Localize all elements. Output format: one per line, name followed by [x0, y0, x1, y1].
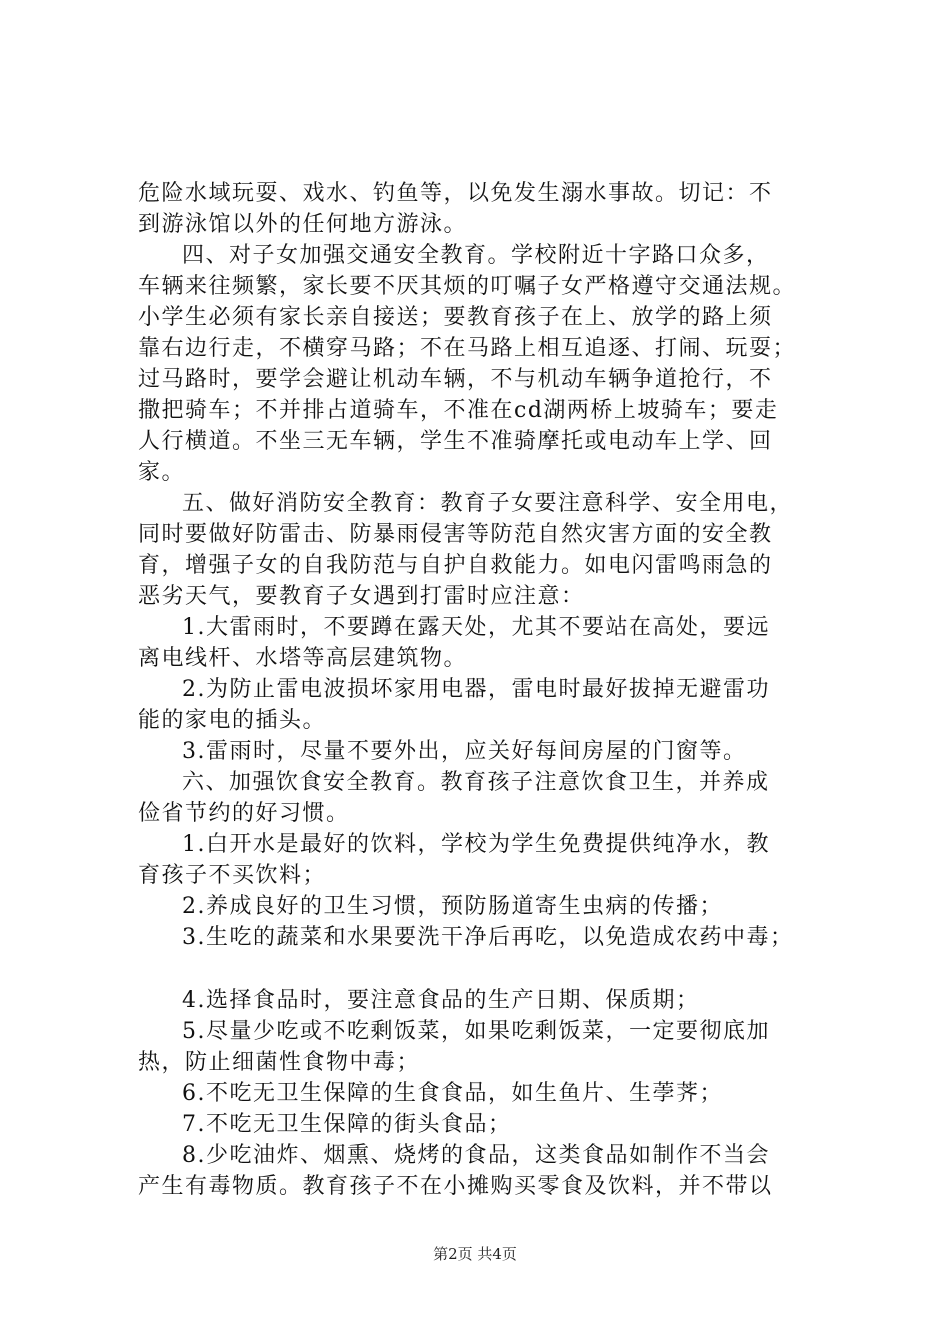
text-line: 1.大雷雨时，不要蹲在露天处，尤其不要站在高处，要远 [182, 615, 770, 640]
text-line: 热，防止细菌性食物中毒； [138, 1050, 421, 1075]
blank-line [138, 953, 838, 985]
text-line: 撒把骑车；不并排占道骑车，不准在cd湖两桥上坡骑车；要走 [138, 398, 779, 423]
text-line: 3.生吃的蔬菜和水果要洗干净后再吃，以免造成农药中毒； [182, 925, 794, 950]
text-line: 能的家电的插头。 [138, 708, 327, 733]
text-line: 靠右边行走，不横穿马路；不在马路上相互追逐、打闹、玩耍； [138, 336, 797, 361]
text-line: 过马路时，要学会避让机动车辆，不与机动车辆争道抢行，不 [138, 367, 773, 392]
text-line: 5.尽量少吃或不吃剩饭菜，如果吃剩饭菜，一定要彻底加 [182, 1019, 770, 1044]
text-line: 家。 [138, 460, 186, 485]
text-line: 车辆来往频繁，家长要不厌其烦的叮嘱子女严格遵守交通法规。 [138, 274, 797, 299]
body-text [138, 178, 838, 1202]
text-line: 恶劣天气，要教育子女遇到打雷时应注意： [138, 584, 585, 609]
text-line: 3.雷雨时，尽量不要外出，应关好每间房屋的门窗等。 [182, 739, 747, 764]
text-line: 小学生必须有家长亲自接送；要教育孩子在上、放学的路上须 [138, 305, 773, 330]
text-line: 6.不吃无卫生保障的生食食品，如生鱼片、生荸荠； [182, 1081, 723, 1106]
text-line: 俭省节约的好习惯。 [138, 801, 350, 826]
text-line: 离电线杆、水塔等高层建筑物。 [138, 646, 468, 671]
text-line: 人行横道。不坐三无车辆，学生不准骑摩托或电动车上学、回 [138, 429, 773, 454]
text-line: 六、加强饮食安全教育。教育孩子注意饮食卫生，并养成 [182, 770, 770, 795]
text-line: 7.不吃无卫生保障的街头食品； [182, 1112, 512, 1137]
text-line: 同时要做好防雷击、防暴雨侵害等防范自然灾害方面的安全教 [138, 522, 773, 547]
text-line: 2.养成良好的卫生习惯，预防肠道寄生虫病的传播； [182, 894, 723, 919]
text-line: 2.为防止雷电波损坏家用电器，雷电时最好拔掉无避雷功 [182, 677, 770, 702]
text-line: 到游泳馆以外的任何地方游泳。 [138, 212, 468, 237]
page-footer: 第2页 共4页 [433, 1245, 517, 1263]
text-line: 育孩子不买饮料； [138, 863, 327, 888]
text-line: 育，增强子女的自我防范与自护自救能力。如电闪雷鸣雨急的 [138, 553, 773, 578]
text-line: 8.少吃油炸、烟熏、烧烤的食品，这类食品如制作不当会 [182, 1143, 770, 1168]
text-line: 四、对子女加强交通安全教育。学校附近十字路口众多， [182, 243, 770, 268]
text-line: 4.选择食品时，要注意食品的生产日期、保质期； [182, 988, 700, 1013]
text-line: 1.白开水是最好的饮料，学校为学生免费提供纯净水，教 [182, 832, 770, 857]
text-line: 危险水域玩耍、戏水、钓鱼等，以免发生溺水事故。切记：不 [138, 181, 773, 206]
text-line: 产生有毒物质。教育孩子不在小摊购买零食及饮料，并不带以 [138, 1174, 773, 1199]
text-line: 五、做好消防安全教育：教育子女要注意科学、安全用电， [182, 491, 794, 516]
